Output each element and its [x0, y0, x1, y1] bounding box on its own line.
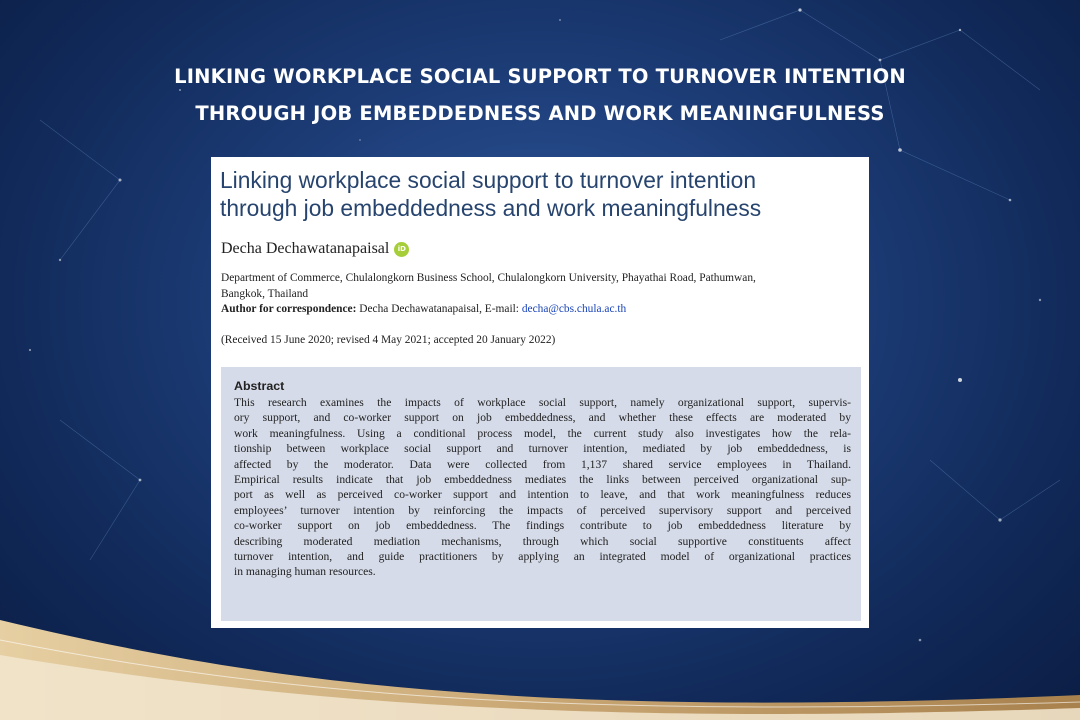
- abstract-line: co-worker support on job embeddedness. The findings contribute to job embeddedness literature by: [234, 519, 851, 533]
- abstract-heading: Abstract: [234, 379, 285, 393]
- abstract-line: work meaningfulness. Using a conditional process model, the current study also investigates how the rela-: [234, 426, 851, 440]
- banner-title-line-2: THROUGH JOB EMBEDDEDNESS AND WORK MEANINGFULNESS: [195, 102, 885, 125]
- abstract-line: affected by the moderator. Data were collected from 1,137 shared service employees in Thailand.: [234, 457, 851, 471]
- abstract-line: employees’ turnover intention by reinforcing the impacts of perceived supervisory support and perceived: [234, 503, 851, 517]
- abstract-line: describing moderated mediation mechanisms, through which social supportive constituents affect: [234, 534, 851, 548]
- paper-excerpt: [211, 157, 869, 628]
- affiliation-line-1: Department of Commerce, Chulalongkorn Business School, Chulalongkorn University, Phayathai Road, Pathumwan,: [221, 272, 756, 284]
- abstract-line: in managing human resources.: [234, 565, 376, 579]
- affiliation-line-2: Bangkok, Thailand: [221, 287, 309, 300]
- banner-title-line-1: LINKING WORKPLACE SOCIAL SUPPORT TO TURNOVER INTENTION: [174, 65, 906, 88]
- paper-title-line-2: through job embeddedness and work meaningfulness: [220, 195, 762, 221]
- abstract-text: [234, 395, 851, 580]
- abstract-line: ory support, and co-worker support on job embeddedness, and whether these effects are moderated by: [234, 411, 851, 425]
- abstract-line: Empirical results indicate that job embeddedness mediates the links between perceived organizational sup-: [234, 472, 851, 486]
- paper-title: [220, 166, 860, 222]
- abstract-box: [221, 367, 861, 621]
- banner-title: [0, 58, 1080, 132]
- abstract-line: This research examines the impacts of workplace social support, namely organizational support, supervis-: [234, 396, 851, 409]
- orcid-icon[interactable]: iD: [394, 242, 409, 257]
- abstract-line: tionship between workplace social support and turnover intention, mediated by job embeddedness, is: [234, 442, 851, 456]
- correspondence-label: Author for correspondence:: [221, 303, 357, 315]
- abstract-line: port as well as perceived co-worker support and intention to leave, and that work meaningfulness reduces: [234, 488, 851, 502]
- received-dates: (Received 15 June 2020; revised 4 May 2021; accepted 20 January 2022): [221, 334, 556, 346]
- correspondence: [221, 302, 861, 318]
- affiliation: [221, 271, 861, 318]
- author-name: Decha Dechawatanapaisal: [221, 240, 390, 257]
- abstract-line: turnover intention, and guide practitioners by applying an integrated model of organizational practices: [234, 549, 851, 563]
- email-link[interactable]: decha@cbs.chula.ac.th: [521, 303, 627, 315]
- paper-title-line-1: Linking workplace social support to turnover intention: [220, 167, 757, 193]
- correspondence-text: Decha Dechawatanapaisal, E-mail:: [356, 303, 522, 315]
- author-row: [221, 239, 409, 259]
